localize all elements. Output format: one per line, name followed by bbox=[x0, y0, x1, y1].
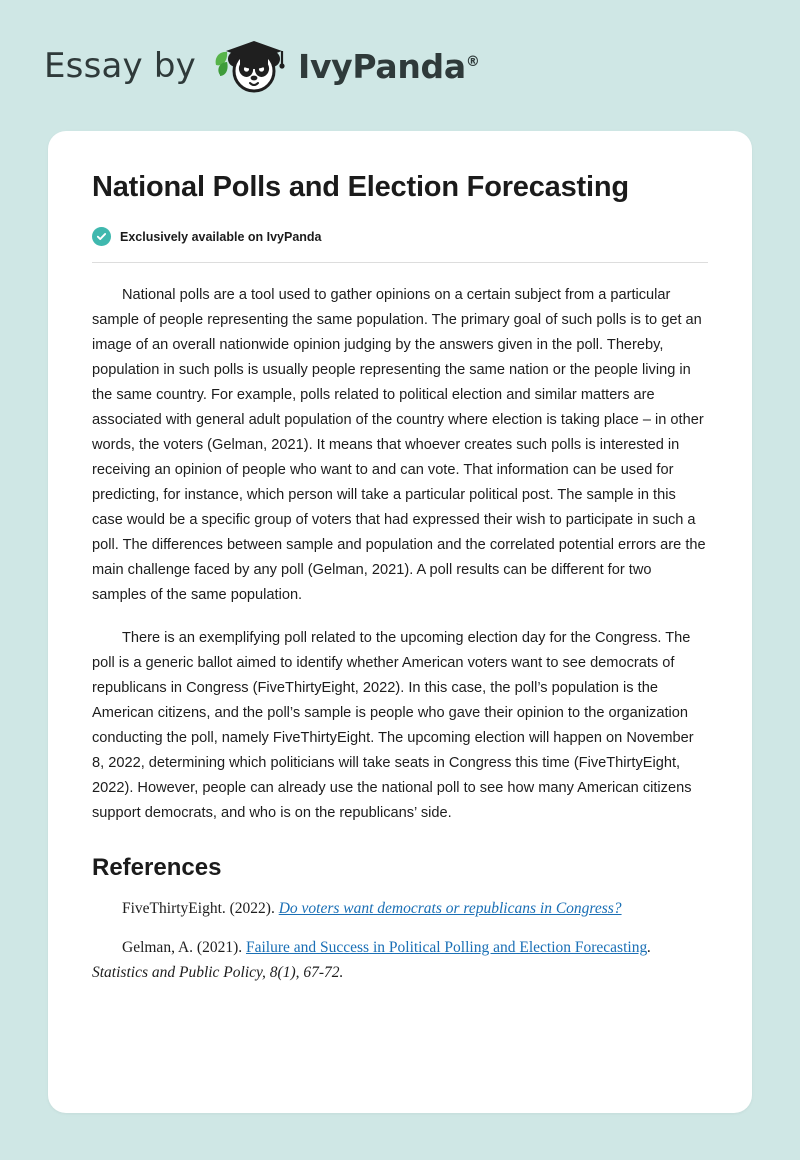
brand-name bbox=[298, 47, 480, 86]
page-title: National Polls and Election Forecasting bbox=[92, 171, 629, 203]
reference-link[interactable]: Do voters want democrats or republicans in Congress? bbox=[278, 900, 622, 918]
divider bbox=[92, 262, 708, 263]
panda-graduate-icon bbox=[210, 35, 296, 97]
registered-mark: ® bbox=[465, 53, 480, 70]
brand-logo[interactable] bbox=[210, 35, 480, 97]
body-paragraph-1: National polls are a tool used to gather opinions on a certain subject from a particular sample of people representing the same population. The primary goal of such polls is to get an image of an overall nationwide opinion judging by the answers given in the poll. Thereby, population in such polls is usually people representing the same nation or the people living in the same country. For example, polls related to political election and similar matters are associated with general adult population of the country where election is taking place – in other words, the voters (Gelman, 2021). It means that whoever creates such polls is interested in receiving an opinion of people who want to and can vote. That information can be used for predicting, for instance, which person will take a particular political post. The sample in this case would be a specific group of voters that had expressed their wish to participate in such a poll. The differences between sample and population and the correlated potential errors are the main challenge faced by any poll (Gelman, 2021). A poll results can be different for two samples of the same population. bbox=[92, 287, 706, 604]
essay-by-label: Essay by bbox=[44, 46, 196, 86]
brand-name-text: IvyPanda bbox=[297, 46, 466, 86]
site-header bbox=[0, 0, 800, 96]
document-card bbox=[48, 131, 752, 1113]
reference-suffix: . Statistics and Public Policy, 8(1), 67-72. bbox=[92, 939, 652, 982]
reference-link[interactable]: Failure and Success in Political Polling and Election Forecasting bbox=[245, 939, 648, 957]
reference-item-1 bbox=[92, 896, 708, 921]
exclusive-badge bbox=[92, 227, 708, 246]
status-badge-label: Exclusively available on IvyPanda bbox=[120, 229, 322, 244]
reference-prefix: Gelman, A. (2021). bbox=[122, 939, 246, 957]
check-circle-icon bbox=[92, 227, 111, 246]
body-paragraph-2: There is an exemplifying poll related to the upcoming election day for the Congress. The poll is a generic ballot aimed to identify whether American voters want to see democrats of republicans in Congress (FiveThirtyEight, 2022). In this case, the poll’s population is the American citizens, and the poll’s sample is people who gave their opinion to the organization conducting the poll, namely FiveThirtyEight. The upcoming election will happen on November 8, 2022, determining which politicians will take seats in Congress this time (FiveThirtyEight, 2022). However, people can already use the national poll to see how many American citizens support democrats, and who is on the republicans’ side. bbox=[92, 630, 694, 822]
references-heading: References bbox=[92, 854, 222, 882]
reference-item-2 bbox=[92, 935, 708, 985]
reference-prefix: FiveThirtyEight. (2022). bbox=[122, 900, 279, 918]
